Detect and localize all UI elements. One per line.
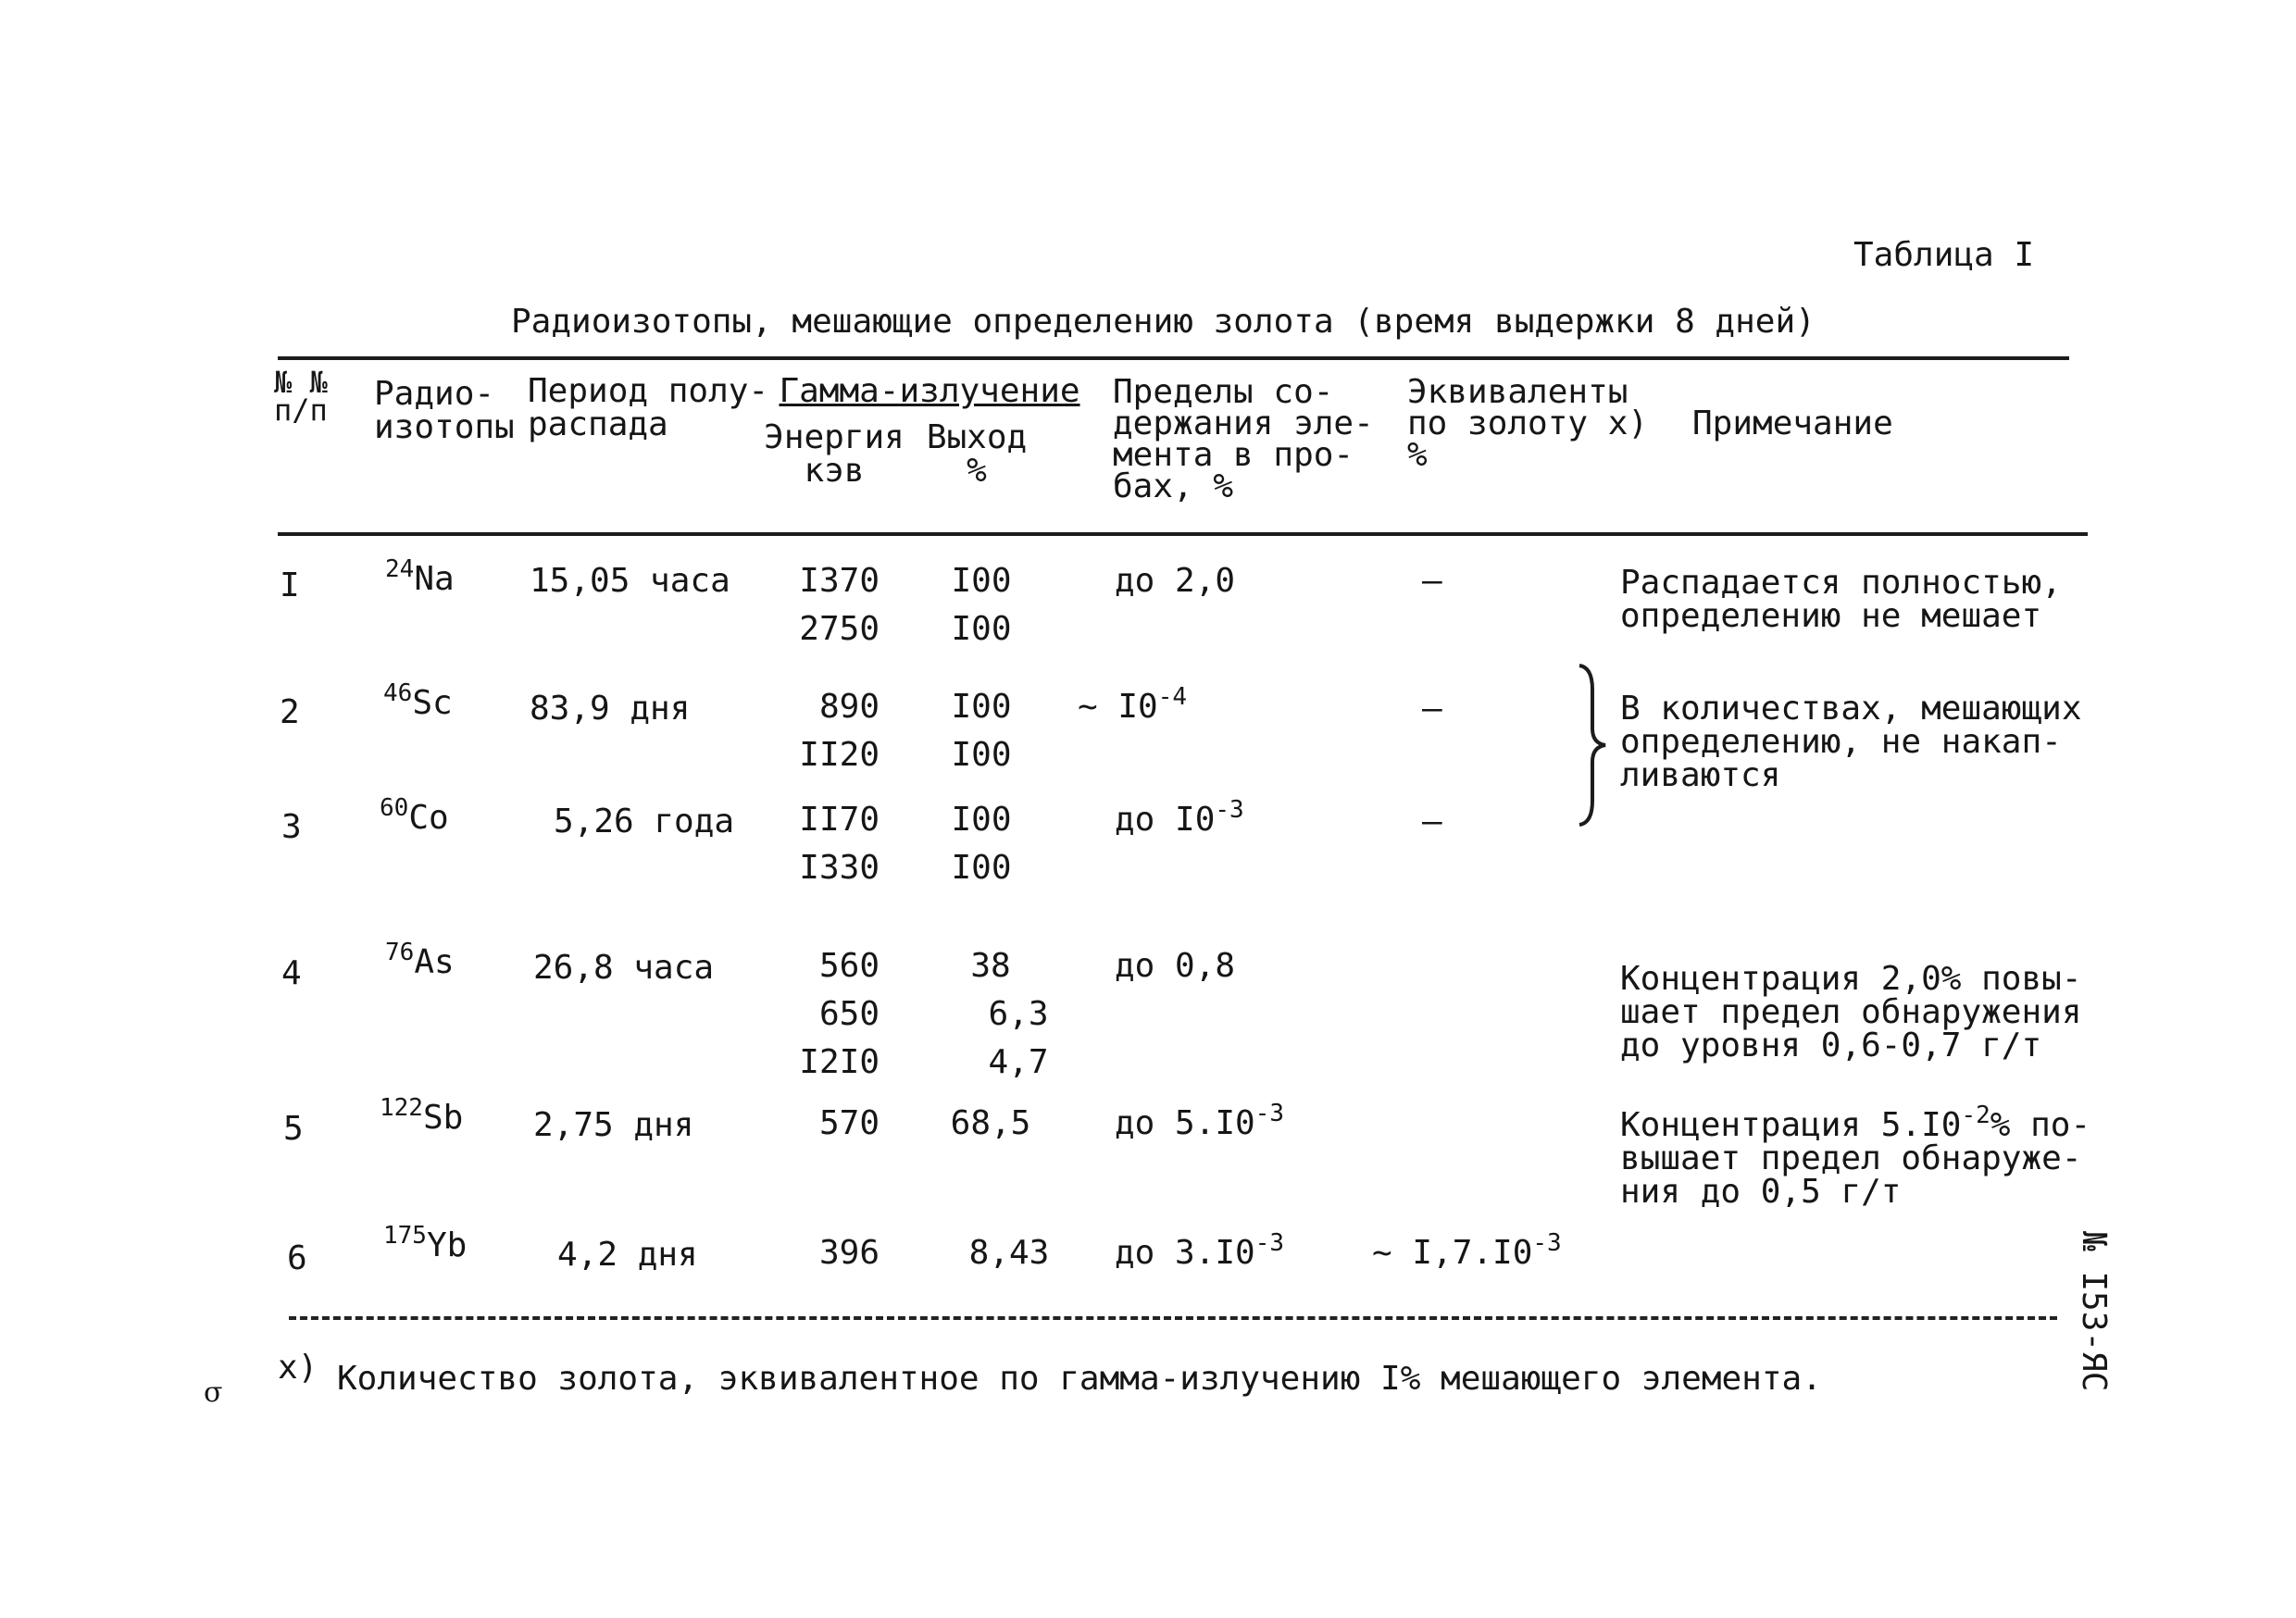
- isotope-cell: [385, 939, 455, 981]
- limit-cell: до 2,0: [1115, 562, 1236, 600]
- header-note: Примечание: [1692, 404, 1893, 442]
- header-gamma: Гамма-излучение: [779, 372, 1080, 410]
- note-base: Концентрация 5.I0: [1620, 1106, 1962, 1144]
- mass-number: 122: [380, 1094, 423, 1122]
- element-symbol: Na: [414, 560, 455, 598]
- limit-exponent: -3: [1215, 796, 1244, 824]
- energy-value: 2750: [799, 610, 880, 648]
- note-cell: Распадается полностью, определению не мешает: [1620, 564, 2062, 635]
- element-symbol: Yb: [426, 1226, 468, 1264]
- footnote: Количество золота, эквивалентное по гамма-излучению I% мешающего элемента.: [337, 1360, 1822, 1398]
- isotope-cell: [380, 794, 449, 837]
- note-cell: [1620, 1101, 2091, 1144]
- header-equiv: Эквиваленты по золоту x) %: [1407, 373, 1649, 474]
- top-rule: [278, 356, 2069, 360]
- mass-number: 24: [385, 555, 415, 583]
- limit-cell: [1078, 683, 1188, 726]
- yield-value: I00: [951, 562, 1012, 600]
- energy-value: 396: [818, 1234, 880, 1272]
- header-energy: Энергия кэв: [764, 418, 905, 490]
- margin-mark: σ: [204, 1376, 223, 1409]
- element-symbol: Co: [408, 799, 449, 837]
- energy-value: I330: [799, 849, 880, 887]
- limit-cell: [1115, 1100, 1285, 1142]
- isotope-cell: [383, 1222, 468, 1264]
- group-note: В количествах, мешающих определению, не накап- ливаются: [1620, 690, 2082, 794]
- note-tail: % по-: [1990, 1106, 2091, 1144]
- note-cell-continued: вышает предел обнаруже- ния до 0,5 г/т: [1620, 1139, 2082, 1211]
- header-limits: Пределы со- держания эле- мента в про- бах, %: [1113, 373, 1374, 505]
- yield-value: I00: [951, 610, 1012, 648]
- equiv-base: ~ I,7.I0: [1372, 1234, 1533, 1272]
- element-symbol: Sb: [422, 1099, 464, 1137]
- energy-value: 560: [818, 947, 880, 985]
- row-number: 3: [281, 808, 302, 846]
- dashed-rule: [289, 1316, 2057, 1320]
- energy-value: 890: [818, 688, 880, 726]
- element-symbol: Sc: [412, 684, 453, 722]
- isotope-cell: [380, 1094, 464, 1137]
- row-number: I: [280, 566, 300, 604]
- yield-value: I00: [951, 849, 1012, 887]
- energy-value: 650: [818, 995, 880, 1033]
- limit-base: ~ I0: [1078, 688, 1158, 726]
- limit-base: до 3.I0: [1115, 1234, 1255, 1272]
- half-life-cell: 15,05 часа: [530, 562, 730, 600]
- mass-number: 76: [385, 939, 415, 966]
- yield-value: I00: [951, 801, 1012, 839]
- equiv-cell: –: [1422, 803, 1442, 840]
- equiv-cell: –: [1422, 690, 1442, 728]
- isotope-cell: [383, 679, 453, 722]
- row-number: 2: [280, 693, 300, 731]
- header-num: № № п/п: [274, 365, 328, 428]
- energy-value: II70: [799, 801, 880, 839]
- header-half-life: Период полу- распада: [528, 372, 769, 443]
- limit-base: до I0: [1115, 801, 1216, 839]
- table-title: Радиоизотопы, мешающие определению золота (время выдержки 8 дней): [511, 303, 1816, 341]
- note-exponent: -2: [1961, 1101, 1990, 1129]
- half-life-cell: 4,2 дня: [557, 1236, 698, 1274]
- half-life-cell: 83,9 дня: [530, 690, 691, 728]
- energy-value: 570: [818, 1104, 880, 1142]
- energy-value: II20: [799, 736, 880, 774]
- brace-icon: [1574, 662, 1611, 828]
- yield-value: I00: [951, 688, 1012, 726]
- note-cell: Концентрация 2,0% повы- шает предел обнаружения до уровня 0,6-0,7 г/т: [1620, 960, 2082, 1064]
- yield-value: 6,3: [988, 995, 1049, 1033]
- side-code: № I53-ЯС: [2075, 1231, 2113, 1392]
- half-life-cell: 5,26 года: [554, 803, 735, 840]
- equiv-cell: –: [1422, 562, 1442, 600]
- isotope-cell: [385, 555, 455, 598]
- element-symbol: As: [414, 943, 455, 981]
- footnote-mark: x): [278, 1349, 318, 1387]
- yield-value: 38: [970, 947, 1011, 985]
- yield-value: 68,5: [950, 1104, 1031, 1142]
- mass-number: 46: [383, 679, 413, 707]
- yield-value: 8,43: [968, 1234, 1050, 1272]
- half-life-cell: 2,75 дня: [533, 1106, 694, 1144]
- limit-cell: [1115, 1229, 1285, 1272]
- row-number: 4: [281, 954, 302, 992]
- table-label: Таблица I: [1853, 236, 2035, 274]
- equiv-cell: [1372, 1229, 1562, 1272]
- limit-exponent: -4: [1157, 683, 1188, 711]
- half-life-cell: 26,8 часа: [533, 949, 715, 987]
- yield-value: 4,7: [988, 1043, 1049, 1081]
- row-number: 5: [283, 1110, 304, 1148]
- limit-cell: до 0,8: [1115, 947, 1236, 985]
- energy-value: I370: [799, 562, 880, 600]
- header-isotope: Радио- изотопы: [374, 375, 515, 446]
- limit-exponent: -3: [1254, 1100, 1285, 1127]
- energy-value: I2I0: [799, 1043, 880, 1081]
- limit-cell: [1115, 796, 1244, 839]
- limit-exponent: -3: [1254, 1229, 1285, 1257]
- yield-value: I00: [951, 736, 1012, 774]
- equiv-exponent: -3: [1532, 1229, 1562, 1257]
- header-rule: [278, 532, 2088, 536]
- limit-base: до 5.I0: [1115, 1104, 1255, 1142]
- mass-number: 175: [383, 1222, 427, 1250]
- header-yield: Выход %: [926, 418, 1028, 490]
- row-number: 6: [287, 1239, 307, 1277]
- mass-number: 60: [380, 794, 409, 822]
